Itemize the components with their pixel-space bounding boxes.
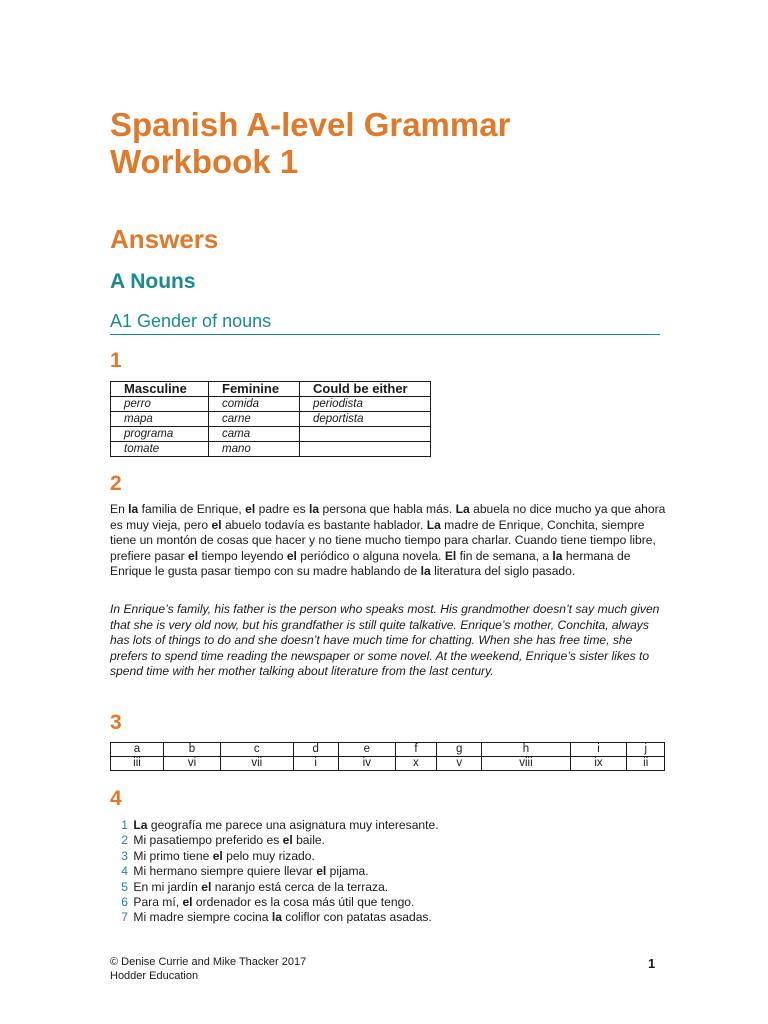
text-run: literatura del siglo pasado. <box>430 564 576 578</box>
table-cell: deportista <box>300 412 431 427</box>
gender-table <box>110 381 431 457</box>
answer-cell: v <box>437 757 482 771</box>
list-item <box>110 864 439 879</box>
item-number: 6 <box>121 895 128 910</box>
table-row <box>111 412 431 427</box>
text-run: En <box>110 502 129 516</box>
english-translation: In Enrique’s family, his father is the person who speaks most. His grandmother doesn’t say much given that she is very old now, but his grandfather is still quite talkative. Enrique’s mother, Conchita, always has lots of things to do and she doesn’t have much time for chatting. When she has free time, she prefers to spend time reading the newspaper or some novel. At the weekend, Enrique’s sister likes to spend time with her mother talking about literature from the last century. <box>110 602 660 678</box>
text-run: pijama. <box>326 864 369 879</box>
answer-cell: iii <box>111 757 164 771</box>
item-number: 4 <box>121 864 128 879</box>
text-run: tiempo leyendo <box>198 548 287 563</box>
article-highlight: el <box>211 517 222 532</box>
item-number: 5 <box>121 879 128 894</box>
text-run: fin de semana, a <box>456 548 553 563</box>
table-row <box>111 397 431 412</box>
footer <box>110 955 306 983</box>
text-run: abuelo todavía es bastante hablador. <box>221 517 427 532</box>
list-item <box>110 818 439 833</box>
text-run: Mi pasatiempo preferido es <box>133 833 283 848</box>
item-text <box>133 818 438 833</box>
subsection-heading: A1 Gender of nouns <box>110 311 660 335</box>
item-text <box>133 833 325 848</box>
letter-cell: f <box>395 743 436 757</box>
answer-cell: iv <box>338 757 395 771</box>
table-cell: programa <box>111 427 209 442</box>
question-3-number: 3 <box>110 711 122 734</box>
article-highlight: la <box>309 502 320 516</box>
spanish-paragraph <box>110 502 666 580</box>
letter-cell: j <box>627 743 665 757</box>
text-run: Para mí, <box>133 895 183 910</box>
publisher-text: Hodder Education <box>110 970 199 982</box>
answer-cell: x <box>395 757 436 771</box>
table-cell: comida <box>209 397 300 412</box>
letter-cell: e <box>338 743 395 757</box>
article-highlight: El <box>444 548 457 563</box>
article-highlight: el <box>316 864 327 879</box>
article-highlight: el <box>201 879 212 894</box>
letter-cell: c <box>220 743 293 757</box>
text-run: abuela no dice mucho ya que ahora es muy vieja, pero <box>110 502 666 532</box>
list-item <box>110 849 439 864</box>
question-1-number: 1 <box>110 349 122 372</box>
text-run: Mi hermano siempre quiere llevar <box>133 864 317 879</box>
copyright-text: © Denise Currie and Mike Thacker 2017 <box>110 956 307 968</box>
letters-row <box>111 743 665 757</box>
list-item <box>110 910 439 925</box>
article-highlight: el <box>245 502 256 516</box>
text-run: pelo muy rizado. <box>222 848 315 863</box>
item-text <box>133 880 388 895</box>
title-line-1: Spanish A-level Grammar <box>110 106 511 143</box>
article-highlight: La <box>426 517 441 532</box>
table-cell: tomate <box>111 442 209 457</box>
letter-cell: h <box>482 743 570 757</box>
table-cell: carne <box>209 412 300 427</box>
item-number: 7 <box>121 910 128 925</box>
list-item <box>110 895 439 910</box>
letter-cell: d <box>293 743 338 757</box>
article-highlight: el <box>187 548 199 563</box>
answers-row <box>111 757 665 771</box>
table-cell: mano <box>209 442 300 457</box>
answer-cell: viii <box>482 757 570 771</box>
item-number: 3 <box>121 848 128 863</box>
article-highlight: el <box>212 848 223 863</box>
section-heading: A Nouns <box>110 270 196 293</box>
article-highlight: La <box>133 818 148 832</box>
item-number: 2 <box>121 833 128 848</box>
answers-heading: Answers <box>110 224 219 254</box>
matching-table <box>110 742 665 771</box>
question-4-number: 4 <box>110 787 122 810</box>
letter-cell: g <box>437 743 482 757</box>
header-either: Could be either <box>300 382 431 397</box>
table-cell <box>300 442 431 457</box>
table-cell: periodista <box>300 397 431 412</box>
answer-cell: ix <box>570 757 627 771</box>
article-highlight: La <box>455 502 470 516</box>
item-number: 1 <box>121 818 128 832</box>
text-run: baile. <box>292 833 325 848</box>
answer-cell: vi <box>164 757 221 771</box>
item-text <box>133 864 368 879</box>
list-item <box>110 833 439 848</box>
table-cell <box>300 427 431 442</box>
answer-cell: i <box>293 757 338 771</box>
article-highlight: el <box>282 833 293 848</box>
article-highlight: el <box>182 895 193 910</box>
text-run: madre de Enrique, Conchita, siempre tiene un montón de cosas que hacer y no tiene mucho tiempo para charlar. Cuando tiene tiempo libre, prefiere pasar <box>110 517 656 563</box>
letter-cell: i <box>570 743 627 757</box>
text-run: padre es <box>255 502 310 516</box>
text-run: Mi primo tiene <box>133 848 213 863</box>
text-run: geografía me parece una asignatura muy interesante. <box>147 818 439 832</box>
text-run: naranjo está cerca de la terraza. <box>211 879 389 894</box>
list-item <box>110 880 439 895</box>
title-line-2: Workbook 1 <box>110 143 299 180</box>
text-run: hermana de Enrique le gusta pasar tiempo con su madre hablando de <box>110 548 631 578</box>
answer-cell: ii <box>627 757 665 771</box>
gender-table-header <box>111 382 431 397</box>
answer-cell: vii <box>220 757 293 771</box>
item-text <box>133 895 414 910</box>
article-highlight: la <box>420 564 431 578</box>
text-run: ordenador es la cosa más útil que tengo. <box>192 895 415 910</box>
header-masculine: Masculine <box>111 382 209 397</box>
article-highlight: la <box>271 910 282 925</box>
table-row <box>111 427 431 442</box>
article-highlight: el <box>286 548 297 563</box>
table-cell: perro <box>111 397 209 412</box>
question-2-number: 2 <box>110 472 122 495</box>
text-run: Mi madre siempre cocina <box>133 910 272 925</box>
text-run: periódico o alguna novela. <box>296 548 445 563</box>
table-cell: mapa <box>111 412 209 427</box>
article-highlight: la <box>552 548 563 563</box>
item-text <box>133 910 431 925</box>
table-row <box>111 442 431 457</box>
page-title <box>110 106 510 180</box>
article-highlight: la <box>128 502 139 516</box>
text-run: persona que habla más. <box>319 502 456 516</box>
page-number: 1 <box>648 956 656 971</box>
header-feminine: Feminine <box>209 382 300 397</box>
letter-cell: b <box>164 743 221 757</box>
table-cell: cama <box>209 427 300 442</box>
letter-cell: a <box>111 743 164 757</box>
text-run: coliflor con patatas asadas. <box>281 910 432 925</box>
item-text <box>133 849 315 864</box>
text-run: familia de Enrique, <box>138 502 246 516</box>
text-run: En mi jardín <box>133 879 202 894</box>
sentence-list <box>110 818 439 926</box>
